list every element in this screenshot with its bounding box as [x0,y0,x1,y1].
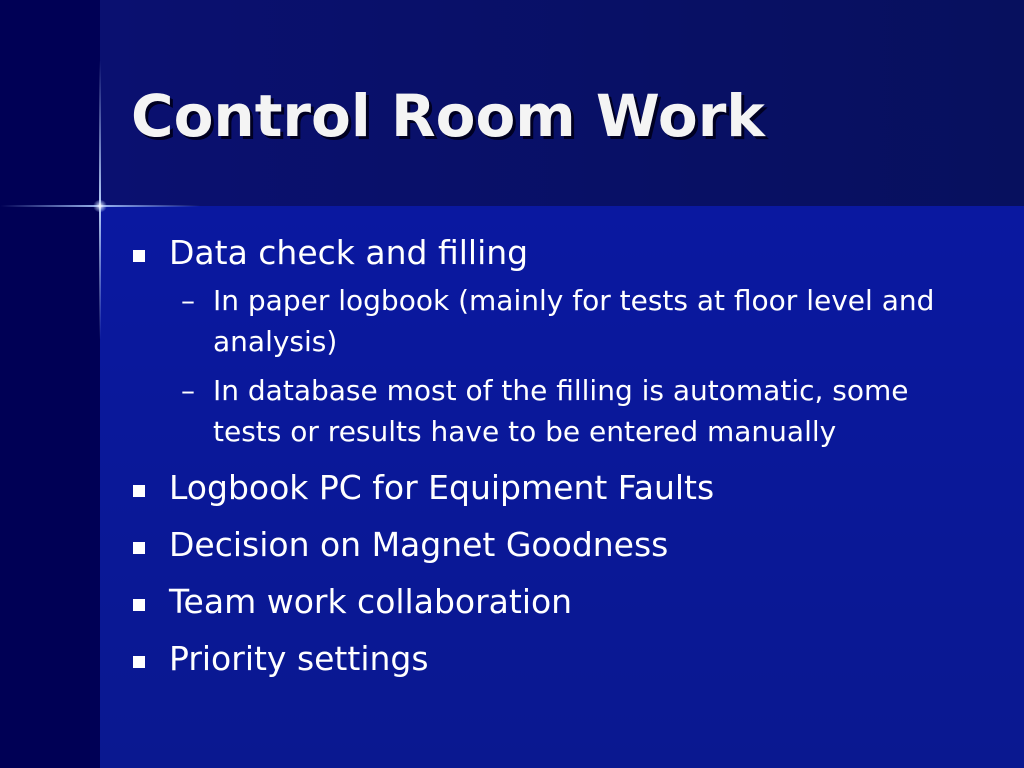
slide-title: Control Room Work [131,82,765,150]
bullet-item [131,467,971,509]
star-icon [93,200,107,212]
left-band [0,0,100,768]
dash-bullet-icon: – [181,374,195,407]
bullet-text: Logbook PC for Equipment Faults [169,468,715,507]
square-bullet-icon [133,485,145,497]
bullet-item [131,581,971,623]
square-bullet-icon [133,542,145,554]
sub-bullet-list [169,280,971,452]
bullet-item [131,232,971,452]
bullet-text: Decision on Magnet Goodness [169,525,669,564]
sub-bullet-item [169,280,973,362]
bullet-text: Data check and filling [169,233,529,272]
dash-bullet-icon: – [181,284,195,317]
bullet-list [131,232,971,695]
sub-bullet-text: In database most of the filling is automatic, some tests or results have to be entered manually [213,374,909,448]
square-bullet-icon [133,250,145,262]
bullet-item [131,524,971,566]
bullet-text: Priority settings [169,639,429,678]
square-bullet-icon [133,656,145,668]
sub-bullet-item [169,370,973,452]
bullet-text: Team work collaboration [169,582,573,621]
sub-bullet-text: In paper logbook (mainly for tests at floor level and analysis) [213,284,935,358]
square-bullet-icon [133,599,145,611]
bullet-item [131,638,971,680]
